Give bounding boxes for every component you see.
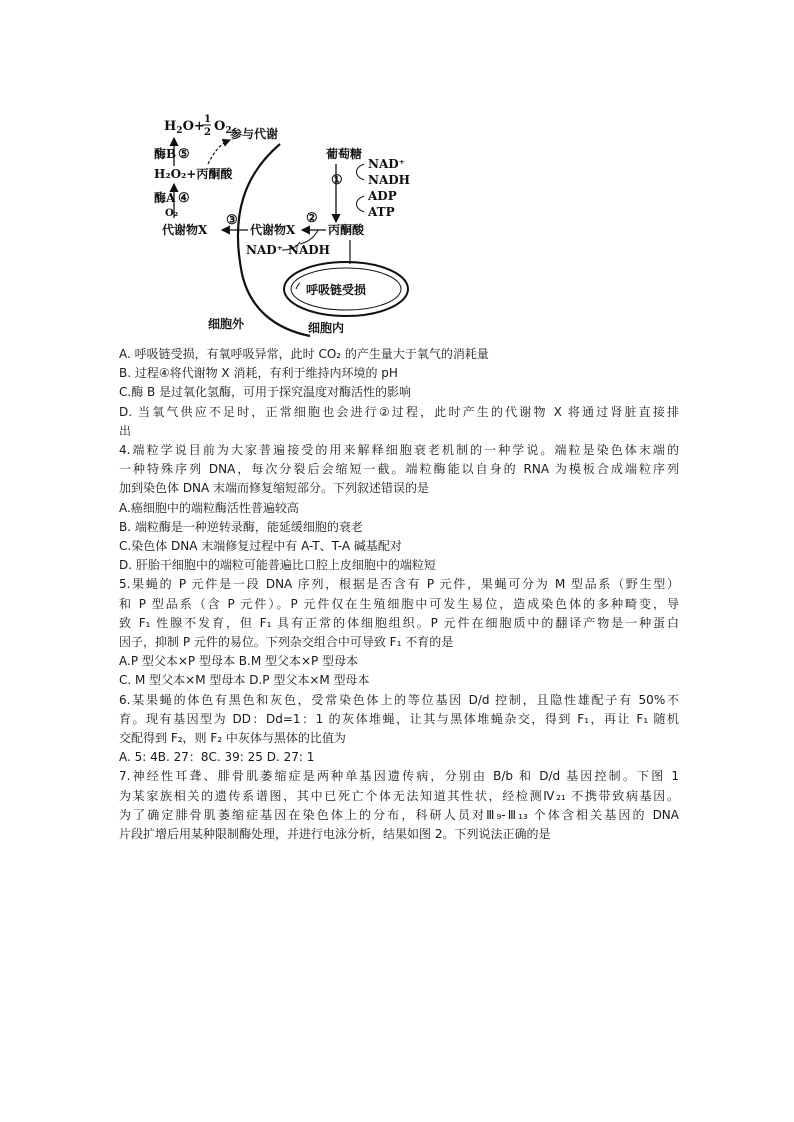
adp-label: ADP: [368, 189, 397, 203]
pyruvate-label: 丙酮酸: [328, 223, 365, 237]
question-7-line-1: 7.神经性耳聋、腓骨肌萎缩症是两种单基因遗传病，分别由 B/b 和 D/d 基因控制。下图 1: [119, 769, 679, 784]
option-3c: C.酶 B 是过氧化氢酶，可用于探究温度对酶活性的影响: [119, 385, 412, 400]
option-3a: A. 呼吸链受损，有氧呼吸异常，此时 CO₂ 的产生量大于氧气的消耗量: [119, 347, 489, 361]
nadh-label-2: NADH: [288, 243, 331, 257]
question-text: [119, 345, 679, 844]
respiratory-chain-damaged-label: 呼吸链受损: [306, 283, 367, 297]
metabolite-x-left: 代谢物X: [162, 223, 208, 237]
question-5-line-2: 和 P 型品系（含 P 元件）。P 元件仅在生殖细胞中可发生易位，造成染色体的多种畸变，导: [119, 596, 679, 611]
step-5-label: ⑤: [178, 147, 190, 162]
step-1-label: ①: [331, 173, 343, 188]
question-7-line-3: 为了确定腓骨肌萎缩症基因在染色体上的分布，科研人员对Ⅲ₉-Ⅲ₁₃ 个体含相关基因的 DNA: [119, 807, 679, 822]
option-4a: A.癌细胞中的端粒酶活性普遍较高: [119, 500, 299, 515]
question-6-line-2: 育。现有基因型为 DD：Dd=1：1 的灰体堆蝇，让其与黑体堆蝇杂交，得到 F₁，再让 F₁ 随机: [119, 711, 679, 726]
options-5cd: C. M 型父本×M 型母本 D.P 型父本×M 型母本: [119, 673, 370, 688]
question-4-line-1: 4.端粒学说目前为大家普遍接受的用来解释细胞衰老机制的一种学说。端粒是染色体末端的: [119, 443, 679, 458]
svg-text:H2O+: $H_2O+$: [164, 119, 205, 136]
glucose-label: 葡萄糖: [326, 147, 363, 161]
option-4b: B. 端粒酶是一种逆转录酶，能延缓细胞的衰老: [119, 519, 363, 534]
metabolism-diagram: [150, 104, 420, 344]
question-4-line-2: 一种特殊序列 DNA，每次分裂后会缩短一截。端粒酶能以自身的 RNA 为模板合成端粒序列: [119, 462, 679, 477]
question-6-line-3: 交配得到 F₂，则 F₂ 中灰体与黑体的比值为: [119, 731, 346, 746]
h2o2-pyruvate-label: H₂O₂+丙酮酸: [154, 167, 233, 181]
inside-cell-label: 细胞内: [308, 321, 345, 335]
question-5-line-1: 5.果蝇的 P 元件是一段 DNA 序列，根据是否含有 P 元件，果蝇可分为 M 型品系（野生型）: [119, 577, 679, 592]
options-6: A. 5: 4B. 27：8C. 39: 25 D. 27: 1: [119, 750, 315, 765]
half-denominator: 2: [204, 127, 211, 138]
question-5-line-4: 因子，抑制 P 元件的易位。下列杂交组合中可导致 F₁ 不育的是: [119, 635, 454, 650]
metabolism-diagram-svg: [150, 104, 420, 344]
question-5-line-3: 致 F₁ 性腺不发育，但 F₁ 具有正常的体细胞组织。P 元件在细胞质中的翻译产物是一种蛋白: [119, 615, 679, 630]
step-4-label: ④: [178, 191, 190, 206]
option-3b: B. 过程④将代谢物 X 消耗，有利于维持内环境的 pH: [119, 366, 398, 381]
step-2-label: ②: [306, 211, 318, 226]
enzyme-b-label: 酶B: [154, 147, 177, 161]
nadh-label: NADH: [368, 173, 411, 187]
question-7-line-2: 为某家族相关的遗传系谱图，其中已死亡个体无法知道其性状，经检测Ⅳ₂₁ 不携带致病基因。: [119, 788, 679, 803]
participate-metabolism-label: 参与代谢: [230, 127, 279, 141]
question-4-line-3: 加到染色体 DNA 末端而修复缩短部分。下列叙述错误的是: [119, 481, 430, 496]
step-3-label: ③: [226, 213, 238, 228]
outside-cell-label: 细胞外: [208, 317, 245, 331]
option-3d-cont: 出: [119, 423, 132, 438]
metabolite-x-mid: 代谢物X: [250, 223, 296, 237]
atp-label: ATP: [368, 205, 395, 219]
nad-plus-label: NAD⁺: [368, 157, 406, 171]
question-6-line-1: 6.某果蝇的体色有黑色和灰色，受常染色体上的等位基因 D/d 控制，且隐性雄配子有 50%不: [119, 692, 679, 707]
enzyme-a-label: 酶A: [154, 191, 176, 205]
nad-plus-label-2: NAD⁺: [246, 243, 284, 257]
o2-small-label: O₂: [165, 208, 179, 219]
option-4c: C.染色体 DNA 末端修复过程中有 A-T、T-A 碱基配对: [119, 539, 402, 554]
half-numerator: 1: [204, 114, 211, 125]
option-3d: D. 当氧气供应不足时，正常细胞也会进行②过程，此时产生的代谢物 X 将通过肾脏直接排: [119, 404, 679, 419]
question-7-line-4: 片段扩增后用某种限制酶处理，并进行电泳分析，结果如图 2。下列说法正确的是: [119, 827, 551, 842]
h2o-h: H: [164, 119, 177, 134]
option-4d: D. 肝胎干细胞中的端粒可能普遍比口腔上皮细胞中的端粒短: [119, 558, 436, 573]
svg-text:O2: $O_2$: [214, 119, 232, 136]
options-5ab: A.P 型父本×P 型母本 B.M 型父本×P 型母本: [119, 654, 359, 669]
